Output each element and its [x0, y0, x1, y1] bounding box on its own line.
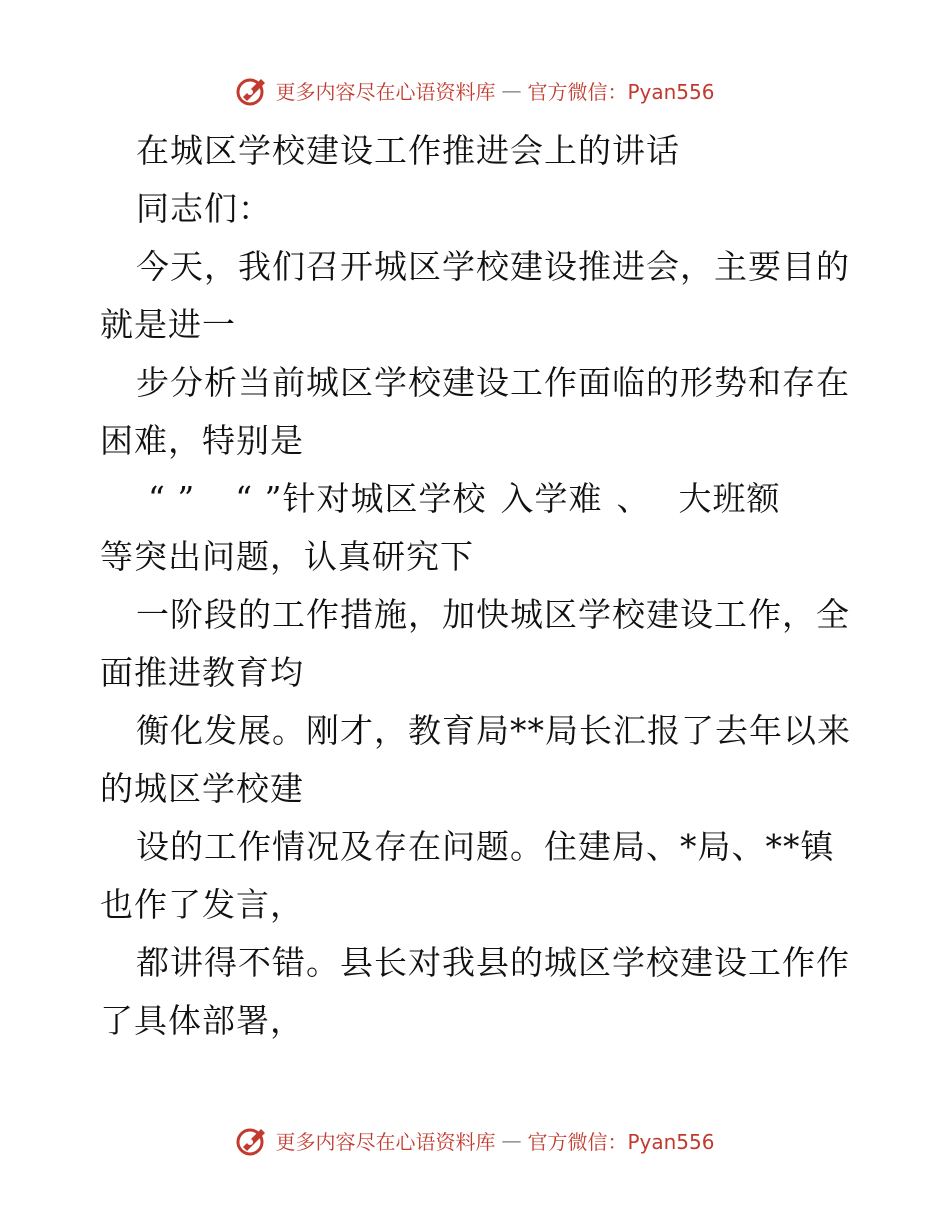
paragraph-line: 衡化发展。刚才，教育局**局长汇报了去年以来 [136, 711, 851, 750]
quote-line [100, 470, 860, 528]
paragraph-line: 步分析当前城区学校建设工作面临的形势和存在 [136, 363, 850, 402]
paragraph-line: 面推进教育均 [100, 653, 304, 692]
footer-contact: 官方微信：Pyan556 [527, 1129, 715, 1154]
paragraph-line: 设的工作情况及存在问题。住建局、*局、**镇 [136, 827, 835, 866]
quote-marks: “ ” [148, 479, 196, 518]
paragraph-line: 了具体部署， [100, 1001, 304, 1040]
header-brand-text: 更多内容尽在心语资料库 [275, 79, 496, 104]
quote-separator: 、 [616, 479, 651, 518]
header-brand [235, 73, 714, 107]
paragraph-line: 一阶段的工作措施，加快城区学校建设工作，全 [136, 595, 850, 634]
document-title: 在城区学校建设工作推进会上的讲话 [136, 131, 680, 170]
paragraph-line: 今天，我们召开城区学校建设推进会，主要目的 [136, 247, 850, 286]
pen-nib-circle-icon [235, 73, 269, 107]
paragraph-line: 也作了发言， [100, 885, 304, 924]
page-footer [0, 1120, 950, 1160]
quote-term: 大班额 [678, 479, 781, 518]
header-contact: 官方微信：Pyan556 [527, 79, 715, 104]
paragraph-line: 的城区学校建 [100, 769, 304, 808]
document-body [100, 122, 860, 1050]
paragraph-line: 困难，特别是 [100, 421, 304, 460]
page-header [0, 70, 950, 110]
paragraph-line: 等突出问题，认真研究下 [100, 537, 474, 576]
quote-marks: “ ” [235, 479, 283, 518]
footer-dash: — [501, 1128, 522, 1152]
quote-text: 针对城区学校 [282, 479, 487, 518]
salutation: 同志们： [136, 189, 272, 228]
footer-brand [235, 1123, 714, 1157]
header-dash: — [501, 78, 522, 102]
paragraph-line: 就是进一 [100, 305, 236, 344]
paragraph-line: 都讲得不错。县长对我县的城区学校建设工作作 [136, 943, 850, 982]
footer-brand-text: 更多内容尽在心语资料库 [275, 1129, 496, 1154]
quote-term: 入学难 [500, 479, 603, 518]
pen-nib-circle-icon [235, 1123, 269, 1157]
